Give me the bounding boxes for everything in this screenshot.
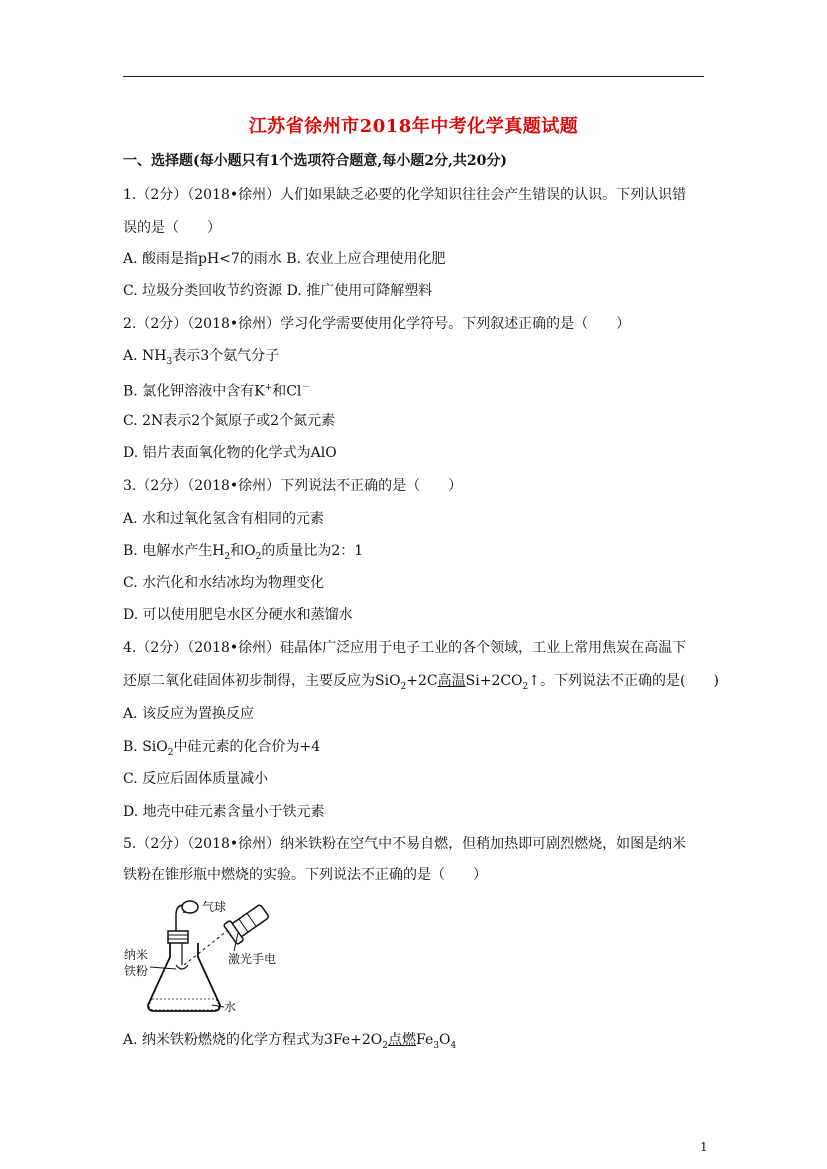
q3-stem: 3.（2分）（2018•徐州）下列说法不正确的是（ ） bbox=[123, 478, 463, 494]
label-iron-powder: 铁粉 bbox=[124, 964, 149, 978]
q5-option-a: A. 纳米铁粉燃烧的化学方程式为$3Fe+2O_2$点燃$Fe_3O_4$ bbox=[123, 1032, 457, 1051]
q2-option-d: D. 铝片表面氧化物的化学式为AlO bbox=[123, 445, 337, 461]
label-flashlight: 激光手电 bbox=[228, 952, 277, 966]
q1-stem-line1: 1.（2分）（2018•徐州）人们如果缺乏必要的化学知识往往会产生错误的认识。下列认识错 bbox=[123, 187, 687, 203]
label-nano: 纳米 bbox=[124, 948, 149, 962]
combustion-condition: 点燃 bbox=[388, 1032, 417, 1048]
q2-stem: 2.（2分）（2018•徐州）学习化学需要使用化学符号。下列叙述正确的是（ ） bbox=[123, 316, 631, 332]
q2-option-c: C. 2N表示2个氮原子或2个氮元素 bbox=[123, 413, 336, 429]
q2-option-a: A. $NH_3$表示3个氨气分子 bbox=[123, 348, 280, 367]
label-balloon: 气球 bbox=[202, 900, 227, 914]
label-water: 水 bbox=[224, 1000, 237, 1014]
q4-stem-line1: 4.（2分）（2018•徐州）硅晶体广泛应用于电子工业的各个领域，工业上常用焦炭在高温下 bbox=[123, 640, 687, 656]
experiment-figure bbox=[120, 893, 300, 1023]
q5-stem-line2: 铁粉在锥形瓶中燃烧的实验。下列说法不正确的是（ ） bbox=[123, 867, 487, 883]
q4-option-b: B. SiO$_2$中硅元素的化合价为+4 bbox=[123, 739, 321, 758]
balloon-icon bbox=[182, 901, 198, 913]
q4-option-a: A. 该反应为置换反应 bbox=[123, 706, 255, 722]
laser-beam bbox=[184, 927, 232, 965]
q2-option-b: B. 氯化钾溶液中含有K+和Cl－ bbox=[123, 383, 311, 400]
q4-option-c: C. 反应后固体质量减小 bbox=[123, 771, 269, 787]
q3-option-b: B. 电解水产生$H_2$和$O_2$的质量比为2：1 bbox=[123, 543, 364, 562]
q1-options-ab: A. 酸雨是指pH<7的雨水 B. 农业上应合理使用化肥 bbox=[123, 251, 446, 267]
q4-option-d: D. 地壳中硅元素含量小于铁元素 bbox=[123, 804, 325, 820]
page-title: 江苏省徐州市2018年中考化学真题试题 bbox=[248, 116, 579, 137]
q4-stem-line2: 还原二氧化硅固体初步制得，主要反应为SiO$_2$+2C高温$Si+2CO_2↑$。下列说法不正确的是( ) bbox=[123, 673, 719, 692]
reaction-condition: 高温 bbox=[437, 673, 466, 689]
spoon-cup bbox=[176, 965, 188, 969]
q1-stem-line2: 误的是（ ） bbox=[123, 220, 221, 236]
header-rule bbox=[123, 76, 704, 77]
q1-options-cd: C. 垃圾分类回收节约资源 D. 推广使用可降解塑料 bbox=[123, 283, 433, 299]
q3-option-d: D. 可以使用肥皂水区分硬水和蒸馏水 bbox=[123, 607, 353, 623]
flashlight-icon bbox=[223, 901, 271, 945]
page-number: 1 bbox=[700, 1140, 708, 1154]
section-heading: 一、选择题(每小题只有1个选项符合题意,每小题2分,共20分) bbox=[123, 153, 507, 169]
q3-option-c: C. 水汽化和水结冰均为物理变化 bbox=[123, 575, 325, 591]
stopper bbox=[168, 931, 188, 943]
q5-stem-line1: 5.（2分）（2018•徐州）纳米铁粉在空气中不易自燃，但稍加热即可剧烈燃烧，如图是纳米 bbox=[123, 836, 687, 852]
q3-option-a: A. 水和过氧化氢含有相同的元素 bbox=[123, 511, 325, 527]
water-layer bbox=[149, 999, 219, 1010]
